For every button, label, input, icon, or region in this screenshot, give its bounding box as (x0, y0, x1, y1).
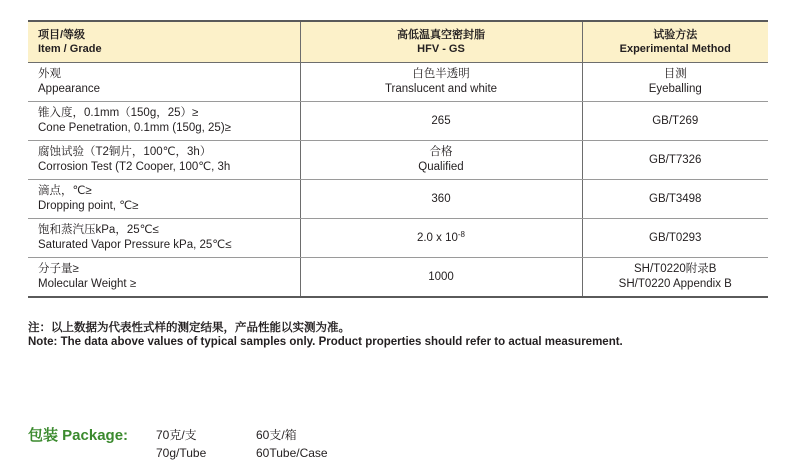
table-row-corrosion-test (28, 141, 768, 180)
table-row-vapor-pressure (28, 219, 768, 258)
table-row-dropping-point (28, 180, 768, 219)
value-en: Qualified (418, 161, 464, 173)
value-en: Translucent and white (384, 83, 498, 95)
value-base: 2.0 x 10 (416, 231, 458, 244)
method-cell (582, 102, 768, 141)
value-cn: 白色半透明 (412, 68, 470, 80)
method-cell (582, 141, 768, 180)
method: GB/T7326 (649, 153, 702, 166)
item-cell (28, 141, 300, 180)
package-case-en: 60Tube/Case (256, 446, 328, 460)
item-en: Corrosion Test (T2 Cooper, 100℃, 3h (38, 161, 231, 173)
header-method-en: Experimental Method (619, 43, 731, 55)
value-cell (300, 63, 582, 102)
item-cell (28, 102, 300, 141)
item-en: Molecular Weight ≥ (38, 278, 137, 290)
method-cell (582, 219, 768, 258)
header-item-grade-en: Item / Grade (38, 43, 102, 55)
method: GB/T0293 (649, 231, 702, 244)
table-row-molecular-weight (28, 258, 768, 298)
item-cn: 外观 (38, 68, 61, 80)
header-item-grade-cn: 项目/等级 (38, 29, 86, 41)
value-cell (300, 102, 582, 141)
package-info (28, 426, 388, 466)
header-item-grade (28, 21, 300, 63)
method: GB/T3498 (649, 192, 702, 205)
item-cn: 腐蚀试验（T2铜片，100℃，3h） (38, 146, 212, 158)
spec-table (28, 20, 768, 298)
header-product-en: HFV - GS (417, 43, 465, 55)
note-en: Note: The data above values of typical samples only. Product properties should refer to actual measurement. (28, 336, 623, 348)
value: 265 (431, 114, 451, 127)
item-cn: 饱和蒸汽压kPa，25℃≤ (38, 224, 159, 236)
method-line-1: SH/T0220附录B (634, 263, 717, 275)
package-tube-en: 70g/Tube (156, 446, 207, 460)
value (311, 231, 572, 246)
value-cn: 合格 (429, 146, 453, 158)
header-method-cn: 试验方法 (653, 29, 698, 41)
method-line-2: SH/T0220 Appendix B (618, 278, 732, 290)
item-en: Appearance (38, 83, 101, 95)
method-cell (582, 63, 768, 102)
value: 360 (431, 192, 451, 205)
value-cell (300, 180, 582, 219)
method-cell (582, 180, 768, 219)
item-cell (28, 219, 300, 258)
package-label: 包装 Package: (28, 427, 129, 444)
header-product (300, 21, 582, 63)
item-cell (28, 63, 300, 102)
header-method (582, 21, 768, 63)
method-en: Eyeballing (648, 83, 702, 95)
package-tube-cn: 70克/支 (156, 428, 197, 442)
table-header-row (28, 21, 768, 63)
item-en: Dropping point, ℃≥ (38, 200, 139, 212)
item-cn: 滴点，℃≥ (38, 185, 92, 197)
value-cell (300, 141, 582, 180)
item-en: Cone Penetration, 0.1mm (150g, 25)≥ (38, 122, 231, 134)
method-cell (582, 258, 768, 298)
item-cell (28, 258, 300, 298)
value-cell (300, 258, 582, 298)
table-row-appearance (28, 63, 768, 102)
method-cn: 目测 (663, 68, 687, 80)
item-cn: 分子量≥ (38, 263, 79, 275)
item-en: Saturated Vapor Pressure kPa, 25℃≤ (38, 239, 232, 251)
note-cn: 注：以上数据为代表性式样的测定结果，产品性能以实测为准。 (28, 322, 350, 334)
method: GB/T269 (652, 114, 699, 127)
value-cell (300, 219, 582, 258)
header-product-cn: 高低温真空密封脂 (397, 29, 485, 41)
item-cn: 锥入度，0.1mm（150g，25）≥ (38, 107, 199, 119)
item-cell (28, 180, 300, 219)
package-case-cn: 60支/箱 (256, 428, 297, 442)
table-note (28, 321, 623, 349)
value: 1000 (428, 270, 454, 283)
table-row-cone-penetration (28, 102, 768, 141)
value-exponent: -8 (457, 229, 466, 239)
